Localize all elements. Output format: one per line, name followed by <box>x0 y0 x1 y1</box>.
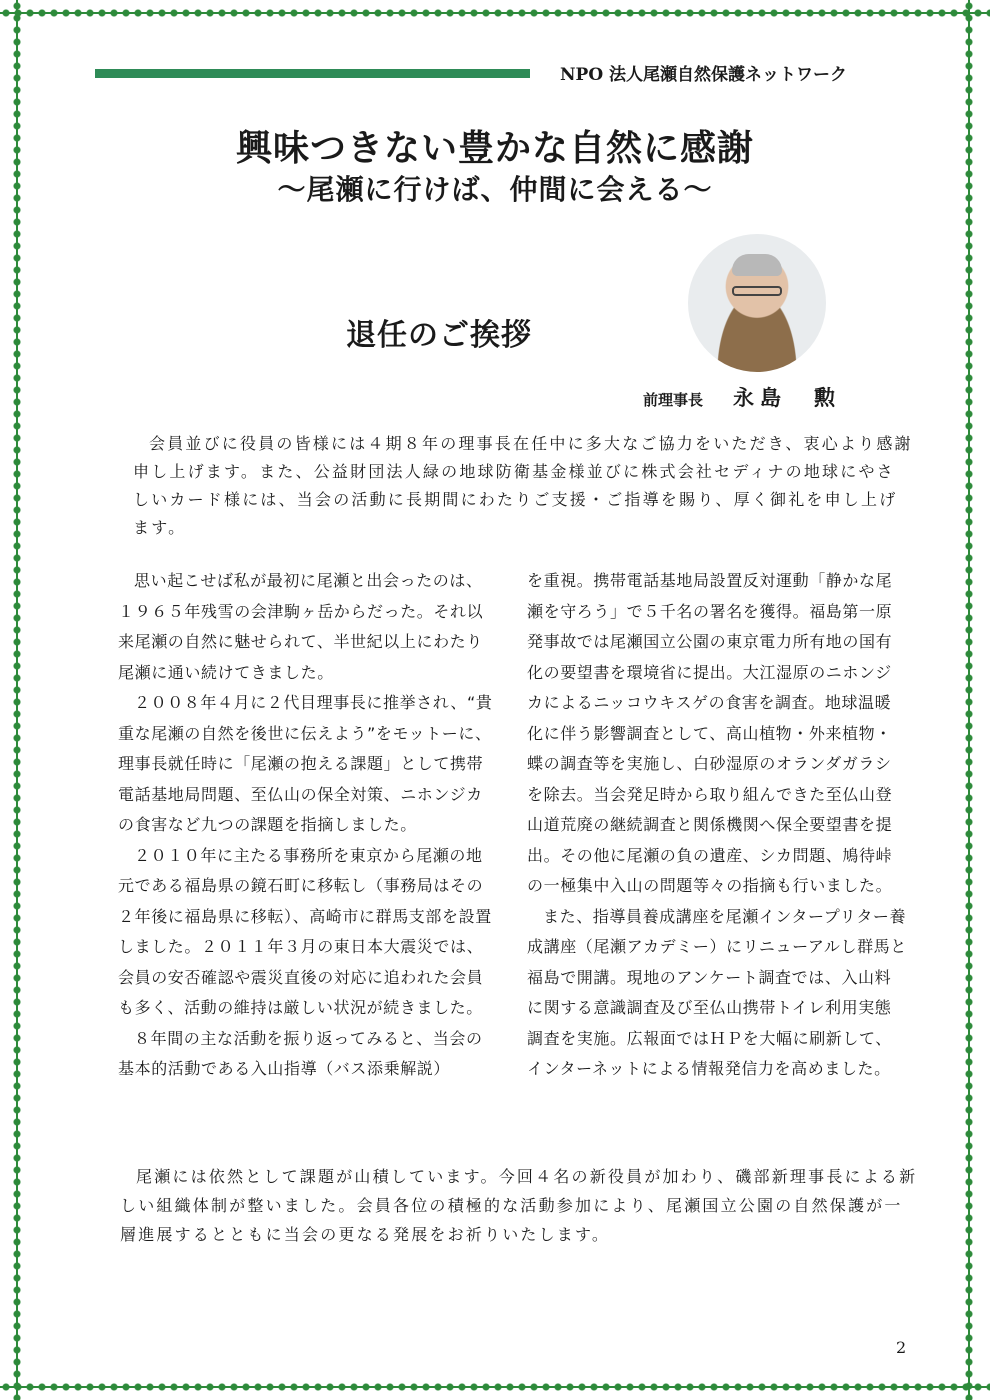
author-role: 前理事長 <box>643 391 704 409</box>
page-subtitle: ～尾瀬に行けば、仲間に会える～ <box>277 173 713 206</box>
author-portrait <box>688 234 826 372</box>
intro-paragraph: 会員並びに役員の皆様には４期８年の理事長在任中に多大なご協力をいただき、衷心より感謝申し上げます。また、公益財団法人緑の地球防衛基金様並びに株式会社セディナの地球にやさしいカード様には、当会の活動に長期間にわたりご支援・ご指導を賜り、厚く御礼を申し上げます。 <box>133 434 913 537</box>
left-paragraph-1: 思い起こせば私が最初に尾瀬と出会ったのは、１９６５年残雪の会津駒ヶ岳からだった。それ以来尾瀬の自然に魅せられて、半世紀以上にわたり尾瀬に通い続けてきました。 <box>118 571 484 682</box>
organization-name: NPO 法人尾瀬自然保護ネットワーク <box>560 65 848 85</box>
portrait-glasses <box>732 286 782 296</box>
decorative-border-left <box>8 0 26 1400</box>
header-accent-bar <box>95 69 530 78</box>
left-paragraph-4: ８年間の主な活動を振り返ってみると、当会の基本的活動である入山指導（バス添乗解説） <box>118 1028 483 1078</box>
body-column-left <box>118 566 498 1085</box>
right-paragraph-1: を重視。携帯電話基地局設置反対運動「静かな尾瀬を守ろう」で５千名の署名を獲得。福島第一原発事故では尾瀬国立公園の東京電力所有地の国有化の要望書を環境省に提出。大江湿原のニホンジカによるニッコウキスゲの食害を調査。地球温暖化に伴う影響調査として、高山植物・外来植物・蝶の調査等を実施し、白砂湿原のオランダガラシを除去。当会発足時から取り組んできた至仏山登山道荒廃の継続調査と関係機関へ保全要望書を提出。その他に尾瀬の負の遺産、シカ問題、鳩待峠の一極集中入山の問題等々の指摘も行いました。 <box>527 571 893 895</box>
page-title: 興味つきない豊かな自然に感謝 <box>235 127 754 169</box>
section-title: 退任のご挨拶 <box>346 318 532 353</box>
closing-paragraph-block <box>120 1162 920 1249</box>
author-name: 永島 勲 <box>733 385 842 410</box>
closing-paragraph: 尾瀬には依然として課題が山積しています。今回４名の新役員が加わり、磯部新理事長による新しい組織体制が整いました。会員各位の積極的な活動参加により、尾瀬国立公園の自然保護が一層進展するとともに当会の更なる発展をお祈りいたします。 <box>120 1167 918 1244</box>
left-paragraph-3: ２０１０年に主たる事務所を東京から尾瀬の地元である福島県の鏡石町に移転し（事務局はその２年後に福島県に移転）、高崎市に群馬支部を設置しました。２０１１年３月の東日本大震災では、会員の安否確認や震災直後の対応に追われた会員も多く、活動の維持は厳しい状況が続きました。 <box>118 845 492 1017</box>
body-column-right <box>527 566 907 1085</box>
decorative-border-top <box>0 4 990 22</box>
left-paragraph-2: ２００８年４月に２代目理事長に推挙され、“貴重な尾瀬の自然を後世に伝えよう”をモットーに、理事長就任時に「尾瀬の抱える課題」として携帯電話基地局問題、至仏山の保全対策、ニホンジカの食害など九つの課題を指摘しました。 <box>118 693 493 834</box>
right-paragraph-2: また、指導員養成講座を尾瀬インタープリター養成講座（尾瀬アカデミー）にリニューアルし群馬と福島で開講。現地のアンケート調査では、入山料に関する意識調査及び至仏山携帯トイレ利用実態調査を実施。広報面ではＨＰを大幅に刷新して、インターネットによる情報発信力を高めました。 <box>527 906 907 1078</box>
decorative-border-bottom <box>0 1378 990 1396</box>
author-signature <box>643 382 841 412</box>
page-number: 2 <box>896 1338 907 1357</box>
portrait-hair <box>732 254 782 276</box>
intro-paragraph-block <box>133 430 913 542</box>
decorative-border-right <box>960 0 978 1400</box>
